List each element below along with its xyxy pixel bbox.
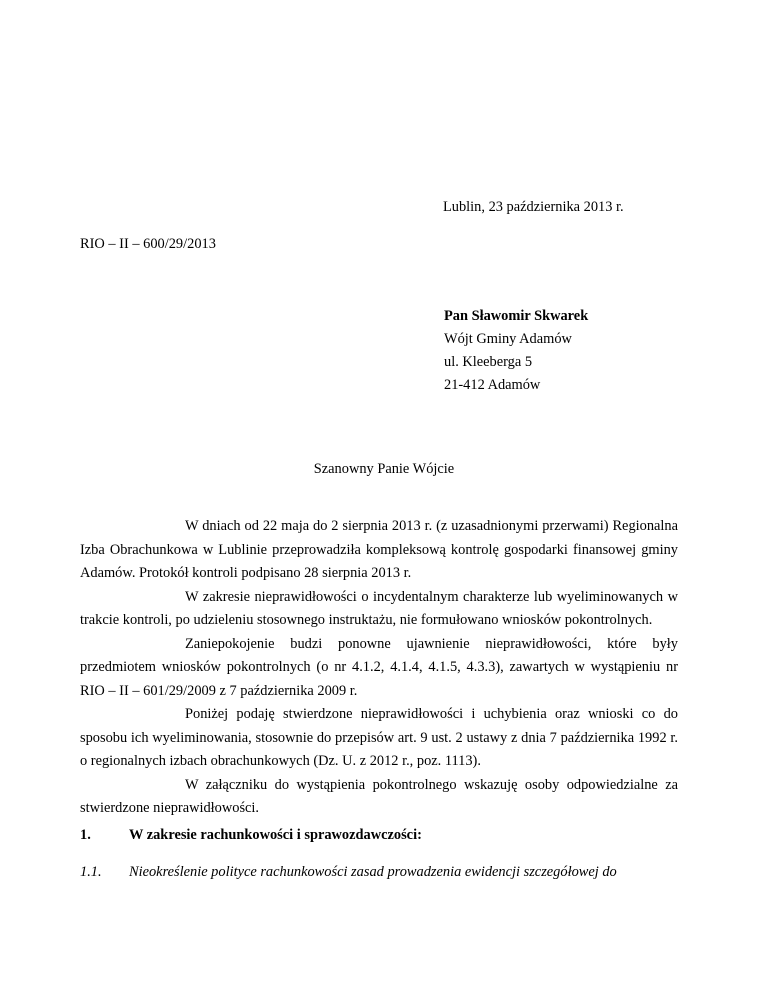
letter-date: Lublin, 23 października 2013 r. bbox=[443, 199, 624, 215]
recipient-address bbox=[444, 305, 588, 397]
reference-number: RIO – II – 600/29/2013 bbox=[80, 236, 216, 252]
recipient-postal: 21-412 Adamów bbox=[444, 377, 541, 393]
subsection-heading bbox=[80, 864, 680, 881]
paragraph: W załączniku do wystąpienia pokontrolnego wskazuję osoby odpowiedzialne za stwierdzone nieprawidłowości. bbox=[80, 776, 678, 816]
recipient-street: ul. Kleeberga 5 bbox=[444, 354, 533, 370]
recipient-title: Wójt Gminy Adamów bbox=[444, 331, 572, 347]
letter-body bbox=[80, 515, 678, 821]
paragraph: W zakresie nieprawidłowości o incydentalnym charakterze lub wyeliminowanych w trakcie kontroli, po udzieleniu stosownego instruktażu, nie formułowano wniosków pokontrolnych. bbox=[80, 588, 678, 628]
paragraph: Poniżej podaję stwierdzone nieprawidłowości i uchybienia oraz wnioski co do sposobu ich wyeliminowania, stosownie do przepisów art. 9 ust. 2 ustawy z dnia 7 października 1992 r. o regionalnych izbach obrachunkowych (Dz. U. z 2012 r., poz. 1113). bbox=[80, 706, 678, 769]
salutation: Szanowny Panie Wójcie bbox=[313, 461, 455, 477]
paragraph: W dniach od 22 maja do 2 sierpnia 2013 r. (z uzasadnionymi przerwami) Regionalna Izba Obrachunkowa w Lublinie przeprowadziła kompleksową kontrolę gospodarki finansowej gminy Adamów. Protokół kontroli podpisano 28 sierpnia 2013 r. bbox=[80, 518, 678, 581]
paragraph: Zaniepokojenie budzi ponowne ujawnienie nieprawidłowości, które były przedmiotem wniosków pokontrolnych (o nr 4.1.2, 4.1.4, 4.1.5, 4.3.3), zawartych w wystąpieniu nr RIO – II – 601/29/2009 z 7 października 2009 r. bbox=[80, 635, 678, 699]
subsection-number: 1.1. bbox=[80, 864, 102, 880]
section-number: 1. bbox=[80, 827, 91, 843]
subsection-text: Nieokreślenie polityce rachunkowości zasad prowadzenia ewidencji szczegółowej do bbox=[129, 864, 617, 880]
recipient-name: Pan Sławomir Skwarek bbox=[444, 308, 589, 324]
section-heading bbox=[80, 827, 422, 844]
section-title: W zakresie rachunkowości i sprawozdawczości: bbox=[129, 827, 422, 843]
